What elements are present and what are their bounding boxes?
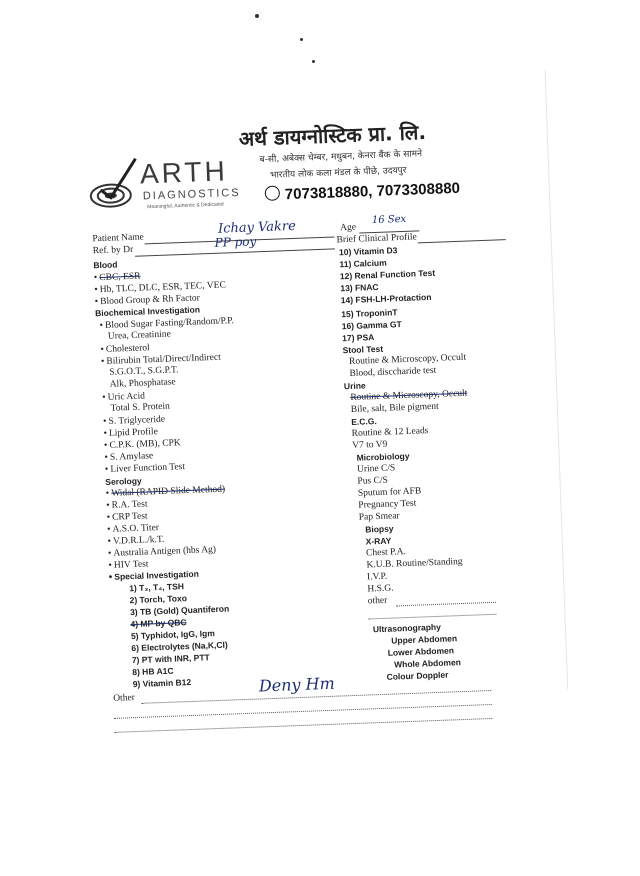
usg-line1: Upper Abdomen — [391, 633, 458, 646]
test-sgot: S.G.O.T., S.G.P.T. — [109, 365, 179, 378]
test-ra: • R.A. Test — [105, 499, 148, 511]
xray-line3: I.V.P. — [366, 571, 388, 583]
test-r15: 15) TroponinT — [341, 307, 398, 320]
age-label: Age — [339, 222, 357, 234]
serology-heading: Serology — [105, 475, 142, 488]
brand-subtitle: DIAGNOSTICS — [142, 186, 241, 203]
urine-line2: Bile, salt, Bile pigment — [350, 401, 439, 415]
special-4: 4) MP by QBC — [130, 617, 187, 630]
arth-logo — [87, 149, 249, 215]
stool-line1: Routine & Microscopy, Occult — [348, 352, 467, 367]
usg-line2: Lower Abdomen — [387, 645, 455, 658]
test-urea: Urea, Creatinine — [107, 329, 171, 342]
lab-address-line1: ब-सी, अबेक्स चेम्बर, मधुबन, केनरा बैंक के सामने — [259, 149, 423, 166]
usg-line4: Colour Doppler — [386, 669, 449, 682]
urine-heading: Urine — [343, 380, 366, 392]
test-amylase: • S. Amylase — [104, 451, 154, 464]
test-uric: • Uric Acid — [102, 391, 146, 404]
test-bilirubin: • Bilirubin Total/Direct/Indirect — [100, 352, 221, 368]
special-9: 9) Vitamin B12 — [132, 676, 192, 690]
test-cbc: • CBC, ESR — [93, 271, 141, 284]
lab-address-line2: भारतीय लोक कला मंडल के पीछे, उदयपुर — [270, 165, 407, 181]
ecg-line2: V7 to V9 — [351, 439, 388, 451]
test-australia: • Australia Antigen (hbs Ag) — [107, 544, 217, 559]
test-alk: Alk, Phosphatase — [109, 377, 176, 390]
other-label: Other — [113, 693, 136, 704]
test-r17: 17) PSA — [342, 332, 375, 344]
ref-label: Ref. by Dr — [92, 244, 134, 257]
xray-line4: H.S.G. — [367, 583, 394, 595]
patient-name-label: Patient Name — [92, 232, 144, 245]
requisition-form — [77, 70, 567, 707]
biochem-heading: Biochemical Investigation — [94, 304, 201, 319]
micro-line1: Urine C/S — [356, 463, 396, 475]
test-lipid: • Lipid Profile — [103, 427, 159, 440]
patient-name-value: Ichay Vakre — [217, 218, 297, 237]
test-cpk: • C.P.K. (MB), CPK — [103, 438, 181, 452]
test-protein: Total S. Protein — [110, 401, 171, 414]
micro-line5: Pap Smear — [358, 511, 400, 523]
urine-line1: Routine & Microscopy, Occult — [350, 388, 468, 403]
test-widal: • Widal (RAPID Slide Method) — [105, 484, 226, 499]
special-1: 1) T₃, T₄, TSH — [129, 581, 185, 594]
micro-line4: Pregnancy Test — [358, 498, 417, 511]
xray-line2: K.U.B. Routine/Standing — [366, 556, 463, 571]
test-r12: 12) Renal Function Test — [339, 267, 436, 282]
test-aso: • A.S.O. Titer — [106, 523, 160, 535]
test-r13: 13) FNAC — [340, 281, 379, 294]
brand-tagline: Meaningful, Authentic & Dedicated — [147, 201, 224, 211]
usg-line3: Whole Abdomen — [393, 657, 462, 670]
test-r11: 11) Calcium — [339, 257, 387, 270]
test-blood-group: • Blood Group & Rh Factor — [94, 293, 201, 308]
special-5: 5) Typhidot, IgG, Igm — [130, 628, 215, 642]
test-vdrl: • V.D.R.L./k.T. — [107, 534, 165, 547]
test-hiv: • HIV Test — [108, 559, 149, 571]
usg-heading: Ultrasonography — [372, 621, 442, 635]
biopsy-heading: Biopsy — [365, 523, 394, 535]
micro-line2: Pus C/S — [357, 475, 388, 487]
xray-heading: X-RAY — [365, 535, 392, 547]
phone-icon — [265, 185, 281, 201]
micro-line3: Sputum for AFB — [357, 486, 422, 499]
brief-profile-label: Brief Clinical Profile — [336, 232, 417, 246]
test-crp: • CRP Test — [106, 511, 148, 523]
stool-line2: Blood, disccharide test — [349, 365, 437, 379]
phone-numbers: 7073818880, 7073308880 — [284, 179, 461, 204]
test-lft: • Liver Function Test — [104, 462, 186, 476]
age-value: 16 Sex — [371, 213, 407, 227]
test-hb: • Hb, TLC, DLC, ESR, TEC, VEC — [94, 280, 227, 296]
xray-other: other — [367, 595, 388, 607]
special-8: 8) HB A1C — [132, 665, 174, 678]
brand-name: ARTH — [139, 155, 229, 190]
special-6: 6) Electrolytes (Na,K,Cl) — [131, 639, 228, 654]
special-3: 3) TB (Gold) Quantiferon — [129, 603, 230, 618]
special-7: 7) PT with INR, PTT — [131, 652, 210, 666]
test-cholesterol: • Cholesterol — [100, 343, 150, 356]
test-triglyceride: • S. Triglyceride — [102, 414, 166, 428]
special-2: 2) Torch, Toxo — [129, 593, 188, 606]
micro-heading: Microbiology — [356, 450, 410, 463]
xray-line1: Chest P.A. — [365, 547, 407, 559]
signature: Deny Hm — [258, 673, 336, 696]
stool-heading: Stool Test — [342, 343, 384, 356]
ecg-heading: E.C.G. — [351, 416, 377, 427]
test-r10: 10) Vitamin D3 — [338, 245, 398, 258]
special-heading: • Special Investigation — [108, 568, 199, 583]
test-r16: 16) Gamma GT — [341, 319, 402, 332]
ref-value: PP poy — [214, 234, 257, 250]
other-line-2 — [114, 704, 492, 719]
dust-speck — [255, 14, 259, 18]
test-r14: 14) FSH-LH-Protaction — [340, 291, 432, 306]
other-line-3 — [114, 718, 492, 733]
test-sugar: • Blood Sugar Fasting/Random/P.P. — [99, 316, 235, 332]
lab-name-hindi: अर्थ डायग्नोस्टिक प्रा. लि. — [238, 120, 427, 151]
dust-speck — [300, 38, 303, 41]
blood-heading: Blood — [93, 259, 118, 271]
ecg-line1: Routine & 12 Leads — [351, 426, 429, 439]
dust-speck — [312, 60, 315, 63]
